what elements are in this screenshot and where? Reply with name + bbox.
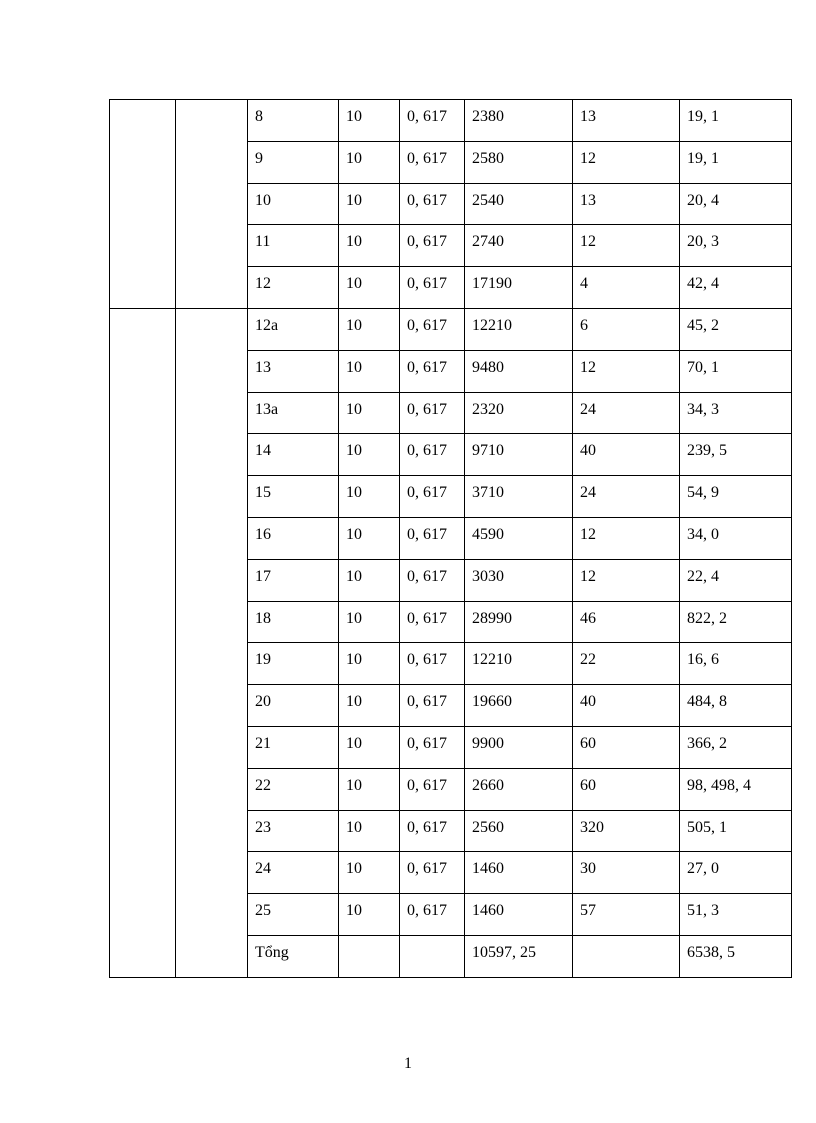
- table-cell: [339, 559, 400, 601]
- table-cell: [339, 852, 400, 894]
- cell-text: 14: [255, 442, 271, 460]
- cell-text: 22: [580, 651, 596, 669]
- cell-text: 1460: [472, 902, 504, 920]
- table-cell: [400, 225, 465, 267]
- cell-text: 10: [346, 651, 362, 669]
- cell-text: 12: [580, 525, 596, 543]
- table-cell: [465, 225, 573, 267]
- table-cell: [573, 935, 680, 977]
- cell-text: 10: [346, 525, 362, 543]
- cell-text: 54, 9: [687, 484, 719, 502]
- cell-text: 6: [580, 316, 588, 334]
- table-cell: [339, 810, 400, 852]
- table-cell: [680, 768, 792, 810]
- cell-text: 0, 617: [407, 316, 447, 334]
- table-cell: [573, 476, 680, 518]
- cell-text: 10: [346, 609, 362, 627]
- table-cell: [680, 434, 792, 476]
- table-cell: [573, 308, 680, 350]
- table-cell: [248, 810, 339, 852]
- table-cell: [339, 141, 400, 183]
- cell-text: [407, 936, 464, 945]
- cell-text: 2540: [472, 191, 504, 209]
- cell-text: 13: [580, 191, 596, 209]
- table-cell: [465, 308, 573, 350]
- cell-text: 10: [346, 191, 362, 209]
- cell-text: 9480: [472, 358, 504, 376]
- cell-text: 320: [580, 818, 604, 836]
- table-cell: [680, 643, 792, 685]
- table-cell: [680, 601, 792, 643]
- table-cell: [465, 476, 573, 518]
- cell-text: 12210: [472, 316, 512, 334]
- cell-text: 25: [255, 902, 271, 920]
- cell-text: 0, 617: [407, 108, 447, 125]
- table-cell: [573, 601, 680, 643]
- table-cell: [248, 183, 339, 225]
- cell-text: 34, 0: [687, 525, 719, 543]
- cell-text: 19660: [472, 693, 512, 711]
- cell-text: 12: [255, 275, 271, 293]
- cell-text: 12: [580, 358, 596, 376]
- table-cell: [339, 183, 400, 225]
- table-cell: [248, 476, 339, 518]
- cell-text: 24: [580, 484, 596, 502]
- table-cell: [339, 392, 400, 434]
- table-cell: [248, 350, 339, 392]
- table-cell: [400, 350, 465, 392]
- cell-text: 0, 617: [407, 860, 447, 878]
- table-cell: [248, 308, 339, 350]
- table-cell: [248, 685, 339, 727]
- cell-text: 3030: [472, 567, 504, 585]
- table-cell: [400, 852, 465, 894]
- table-cell: [339, 267, 400, 309]
- cell-text: 6538, 5: [687, 943, 735, 961]
- table-cell: [339, 935, 400, 977]
- table-cell: [680, 894, 792, 936]
- cell-text: 10: [346, 442, 362, 460]
- cell-text: 10: [346, 400, 362, 418]
- cell-text: 20, 3: [687, 233, 719, 251]
- table-cell: [573, 392, 680, 434]
- table-cell: [680, 308, 792, 350]
- table-cell: [248, 601, 339, 643]
- table-cell: [400, 100, 465, 142]
- group-cell: [110, 308, 176, 977]
- table-cell: [339, 308, 400, 350]
- table-cell: [248, 434, 339, 476]
- table-cell: [248, 726, 339, 768]
- cell-text: 2740: [472, 233, 504, 251]
- cell-text: 17: [255, 567, 271, 585]
- cell-text: 0, 617: [407, 275, 447, 293]
- table-cell: [400, 141, 465, 183]
- table-cell: [400, 935, 465, 977]
- cell-text: 45, 2: [687, 316, 719, 334]
- cell-text: 0, 617: [407, 693, 447, 711]
- cell-text: 13: [580, 108, 596, 125]
- cell-text: 40: [580, 442, 596, 460]
- table-cell: [248, 852, 339, 894]
- cell-text: Tổng: [255, 943, 289, 961]
- cell-text: 16: [255, 525, 271, 543]
- cell-text: 20, 4: [687, 191, 719, 209]
- cell-text: 12210: [472, 651, 512, 669]
- table-cell: [680, 183, 792, 225]
- table-cell: [680, 852, 792, 894]
- cell-text: 70, 1: [687, 358, 719, 376]
- cell-text: 27, 0: [687, 860, 719, 878]
- table-row: [110, 100, 792, 142]
- cell-text: 505, 1: [687, 818, 727, 836]
- cell-text: 10: [346, 734, 362, 752]
- table-cell: [465, 392, 573, 434]
- table-cell: [400, 517, 465, 559]
- cell-text: 10: [346, 567, 362, 585]
- cell-text: 8: [255, 108, 263, 125]
- table-cell: [400, 267, 465, 309]
- cell-text: 28990: [472, 609, 512, 627]
- cell-text: 239, 5: [687, 442, 727, 460]
- cell-text: 0, 617: [407, 233, 447, 251]
- table-cell: [248, 267, 339, 309]
- table-cell: [573, 559, 680, 601]
- table-cell: [680, 685, 792, 727]
- table-cell: [573, 517, 680, 559]
- table-cell: [573, 852, 680, 894]
- table-cell: [339, 768, 400, 810]
- cell-text: 0, 617: [407, 567, 447, 585]
- cell-text: 0, 617: [407, 525, 447, 543]
- table-cell: [465, 852, 573, 894]
- table-cell: [573, 685, 680, 727]
- table-cell: [465, 267, 573, 309]
- table-cell: [248, 100, 339, 142]
- table-cell: [248, 643, 339, 685]
- table-cell: [339, 225, 400, 267]
- table-cell: [400, 768, 465, 810]
- cell-text: 20: [255, 693, 271, 711]
- table-cell: [680, 350, 792, 392]
- group-cell: [176, 100, 248, 309]
- cell-text: 3710: [472, 484, 504, 502]
- cell-text: 22: [255, 776, 271, 794]
- cell-text: 0, 617: [407, 484, 447, 502]
- group-cell: [176, 308, 248, 977]
- table-cell: [339, 894, 400, 936]
- cell-text: 2380: [472, 108, 504, 125]
- cell-text: 484, 8: [687, 693, 727, 711]
- table-cell: [339, 726, 400, 768]
- cell-text: 0, 617: [407, 442, 447, 460]
- table-cell: [680, 100, 792, 142]
- table-cell: [400, 183, 465, 225]
- cell-text: 17190: [472, 275, 512, 293]
- table-cell: [339, 685, 400, 727]
- cell-text: [580, 936, 679, 945]
- cell-text: 13: [255, 358, 271, 376]
- cell-text: 12a: [255, 316, 279, 334]
- table-cell: [573, 225, 680, 267]
- table-cell: [339, 643, 400, 685]
- table-cell: [680, 476, 792, 518]
- table-cell: [465, 726, 573, 768]
- table-cell: [465, 935, 573, 977]
- table-cell: [400, 685, 465, 727]
- cell-text: 19, 1: [687, 149, 719, 167]
- cell-text: 22, 4: [687, 567, 719, 585]
- cell-text: 23: [255, 818, 271, 836]
- cell-text: 10: [346, 902, 362, 920]
- table-cell: [573, 100, 680, 142]
- cell-text: 0, 617: [407, 651, 447, 669]
- cell-text: 19, 1: [687, 108, 719, 125]
- cell-text: 9900: [472, 734, 504, 752]
- cell-text: 12: [580, 149, 596, 167]
- table-row: [110, 308, 792, 350]
- table-cell: [680, 141, 792, 183]
- cell-text: 57: [580, 902, 596, 920]
- cell-text: 0, 617: [407, 734, 447, 752]
- table-cell: [400, 476, 465, 518]
- cell-text: 11: [255, 233, 271, 251]
- table-cell: [573, 183, 680, 225]
- cell-text: 16, 6: [687, 651, 719, 669]
- cell-text: 0, 617: [407, 191, 447, 209]
- cell-text: 10: [346, 316, 362, 334]
- cell-text: 60: [580, 776, 596, 794]
- cell-text: 0, 617: [407, 609, 447, 627]
- cell-text: 15: [255, 484, 271, 502]
- table-cell: [465, 141, 573, 183]
- table-cell: [573, 350, 680, 392]
- cell-text: 2320: [472, 400, 504, 418]
- table-cell: [680, 810, 792, 852]
- cell-text: 2560: [472, 818, 504, 836]
- cell-text: 10: [346, 358, 362, 376]
- table-cell: [339, 100, 400, 142]
- table-cell: [573, 768, 680, 810]
- cell-text: 0, 617: [407, 358, 447, 376]
- cell-text: 42, 4: [687, 275, 719, 293]
- table-cell: [248, 141, 339, 183]
- cell-text: 40: [580, 693, 596, 711]
- cell-text: 0, 617: [407, 776, 447, 794]
- table-cell: [680, 726, 792, 768]
- cell-text: 60: [580, 734, 596, 752]
- cell-text: 1460: [472, 860, 504, 878]
- cell-text: 24: [255, 860, 271, 878]
- cell-text: 0, 617: [407, 818, 447, 836]
- table-cell: [248, 768, 339, 810]
- cell-text: 9: [255, 149, 263, 167]
- cell-text: 366, 2: [687, 734, 727, 752]
- table-cell: [465, 517, 573, 559]
- cell-text: 10: [346, 860, 362, 878]
- cell-text: 24: [580, 400, 596, 418]
- table-cell: [339, 476, 400, 518]
- table-cell: [573, 810, 680, 852]
- cell-text: 18: [255, 609, 271, 627]
- cell-text: 10597, 25: [472, 943, 536, 961]
- table-cell: [400, 726, 465, 768]
- table-cell: [465, 894, 573, 936]
- table-cell: [573, 894, 680, 936]
- table-cell: [339, 601, 400, 643]
- table-cell: [400, 894, 465, 936]
- table-cell: [248, 559, 339, 601]
- table-cell: [573, 434, 680, 476]
- cell-text: 0, 617: [407, 400, 447, 418]
- table-cell: [680, 517, 792, 559]
- table-cell: [573, 726, 680, 768]
- cell-text: 10: [346, 693, 362, 711]
- table-cell: [465, 810, 573, 852]
- table-cell: [680, 935, 792, 977]
- cell-text: 46: [580, 609, 596, 627]
- cell-text: 98, 498, 4: [687, 776, 751, 794]
- table-cell: [680, 267, 792, 309]
- cell-text: 0, 617: [407, 902, 447, 920]
- table-cell: [465, 350, 573, 392]
- table-cell: [248, 894, 339, 936]
- table-cell: [248, 225, 339, 267]
- table-cell: [339, 434, 400, 476]
- cell-text: 13a: [255, 400, 279, 418]
- table-cell: [465, 434, 573, 476]
- table-cell: [248, 935, 339, 977]
- table-cell: [400, 810, 465, 852]
- table-cell: [400, 643, 465, 685]
- table-cell: [573, 643, 680, 685]
- cell-text: 10: [346, 818, 362, 836]
- page-number: 1: [404, 1055, 412, 1072]
- table-cell: [465, 685, 573, 727]
- cell-text: 10: [346, 484, 362, 502]
- table-cell: [573, 267, 680, 309]
- cell-text: 4: [580, 275, 588, 293]
- data-table: [109, 99, 792, 978]
- table-cell: [400, 601, 465, 643]
- table-cell: [680, 225, 792, 267]
- cell-text: 10: [346, 233, 362, 251]
- table-cell: [573, 141, 680, 183]
- cell-text: 19: [255, 651, 271, 669]
- table-cell: [248, 392, 339, 434]
- table-cell: [465, 183, 573, 225]
- cell-text: 10: [346, 275, 362, 293]
- cell-text: 10: [346, 108, 362, 125]
- cell-text: 21: [255, 734, 271, 752]
- table-cell: [339, 517, 400, 559]
- cell-text: 51, 3: [687, 902, 719, 920]
- table-cell: [400, 559, 465, 601]
- cell-text: 10: [255, 191, 271, 209]
- table-cell: [465, 559, 573, 601]
- table-cell: [465, 601, 573, 643]
- cell-text: 0, 617: [407, 149, 447, 167]
- table-cell: [400, 308, 465, 350]
- cell-text: 2660: [472, 776, 504, 794]
- table-cell: [339, 350, 400, 392]
- table-cell: [680, 559, 792, 601]
- table-cell: [400, 434, 465, 476]
- cell-text: [346, 936, 399, 945]
- cell-text: 12: [580, 233, 596, 251]
- table-cell: [400, 392, 465, 434]
- cell-text: 34, 3: [687, 400, 719, 418]
- cell-text: 4590: [472, 525, 504, 543]
- cell-text: 10: [346, 149, 362, 167]
- group-cell: [110, 100, 176, 309]
- cell-text: 30: [580, 860, 596, 878]
- table-cell: [465, 643, 573, 685]
- table-cell: [465, 768, 573, 810]
- table-cell: [465, 100, 573, 142]
- cell-text: 2580: [472, 149, 504, 167]
- table-body: [110, 100, 792, 978]
- table-cell: [680, 392, 792, 434]
- cell-text: 12: [580, 567, 596, 585]
- cell-text: 10: [346, 776, 362, 794]
- cell-text: 822, 2: [687, 609, 727, 627]
- table-cell: [248, 517, 339, 559]
- cell-text: 9710: [472, 442, 504, 460]
